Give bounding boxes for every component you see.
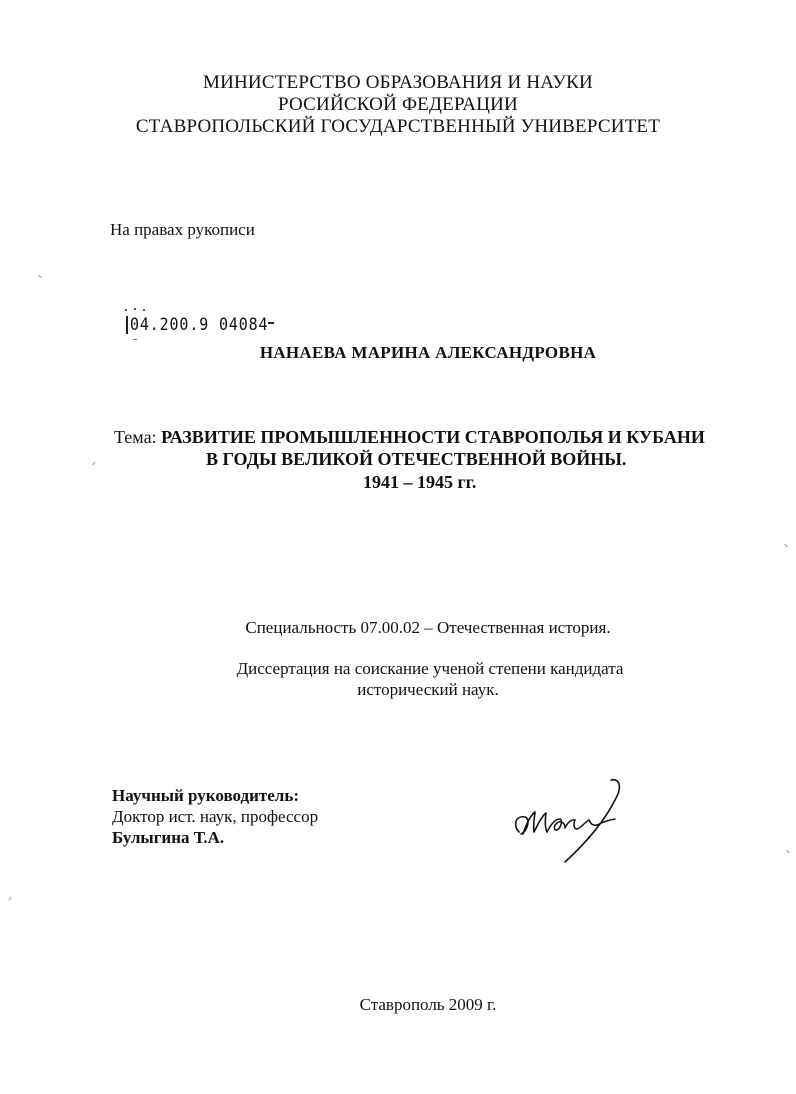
stamp-bar [126, 316, 128, 334]
signature [505, 770, 635, 870]
stamp-speck [125, 309, 128, 311]
supervisor-name: Булыгина Т.А. [112, 828, 225, 847]
scan-mark [784, 544, 788, 547]
federation-line: РОСИЙСКОЙ ФЕДЕРАЦИИ [278, 94, 518, 115]
scan-mark [38, 275, 42, 278]
scan-mark [9, 897, 12, 901]
supervisor-title: Доктор ист. наук, профессор [112, 807, 319, 826]
topic-years: 1941 – 1945 гг. [363, 472, 477, 492]
dissertation-line-2: исторический наук. [357, 680, 499, 699]
topic-label: Тема: [114, 427, 157, 447]
topic-title-1: РАЗВИТИЕ ПРОМЫШЛЕННОСТИ СТАВРОПОЛЬЯ И КУБАНИ [161, 427, 705, 447]
stamp-speck [143, 309, 145, 311]
archive-number: 04.200.9 04084 [130, 315, 269, 335]
topic-title-2: В ГОДЫ ВЕЛИКОЙ ОТЕЧЕСТВЕННОЙ ВОЙНЫ. [206, 449, 627, 469]
supervisor-heading: Научный руководитель: [112, 786, 299, 805]
ministry-line: МИНИСТЕРСТВО ОБРАЗОВАНИЯ И НАУКИ [203, 72, 593, 93]
footer-city-year: Ставрополь 2009 г. [359, 995, 497, 1014]
university-line: СТАВРОПОЛЬСКИЙ ГОСУДАРСТВЕННЫЙ УНИВЕРСИТЕТ [135, 116, 661, 137]
rights-note: На правах рукописи [110, 220, 255, 239]
stamp-dash [268, 322, 274, 324]
stamp-speck [134, 308, 136, 310]
scan-mark [786, 850, 790, 854]
author-name: НАНАЕВА МАРИНА АЛЕКСАНДРОВНА [259, 343, 597, 362]
stamp-speck [133, 339, 137, 340]
specialty: Специальность 07.00.02 – Отечественная история. [245, 618, 611, 637]
topic-line-1 [114, 426, 705, 448]
scan-mark [92, 462, 95, 466]
dissertation-line-1: Диссертация на соискание ученой степени кандидата [236, 659, 624, 678]
signature-strokes [505, 770, 635, 870]
